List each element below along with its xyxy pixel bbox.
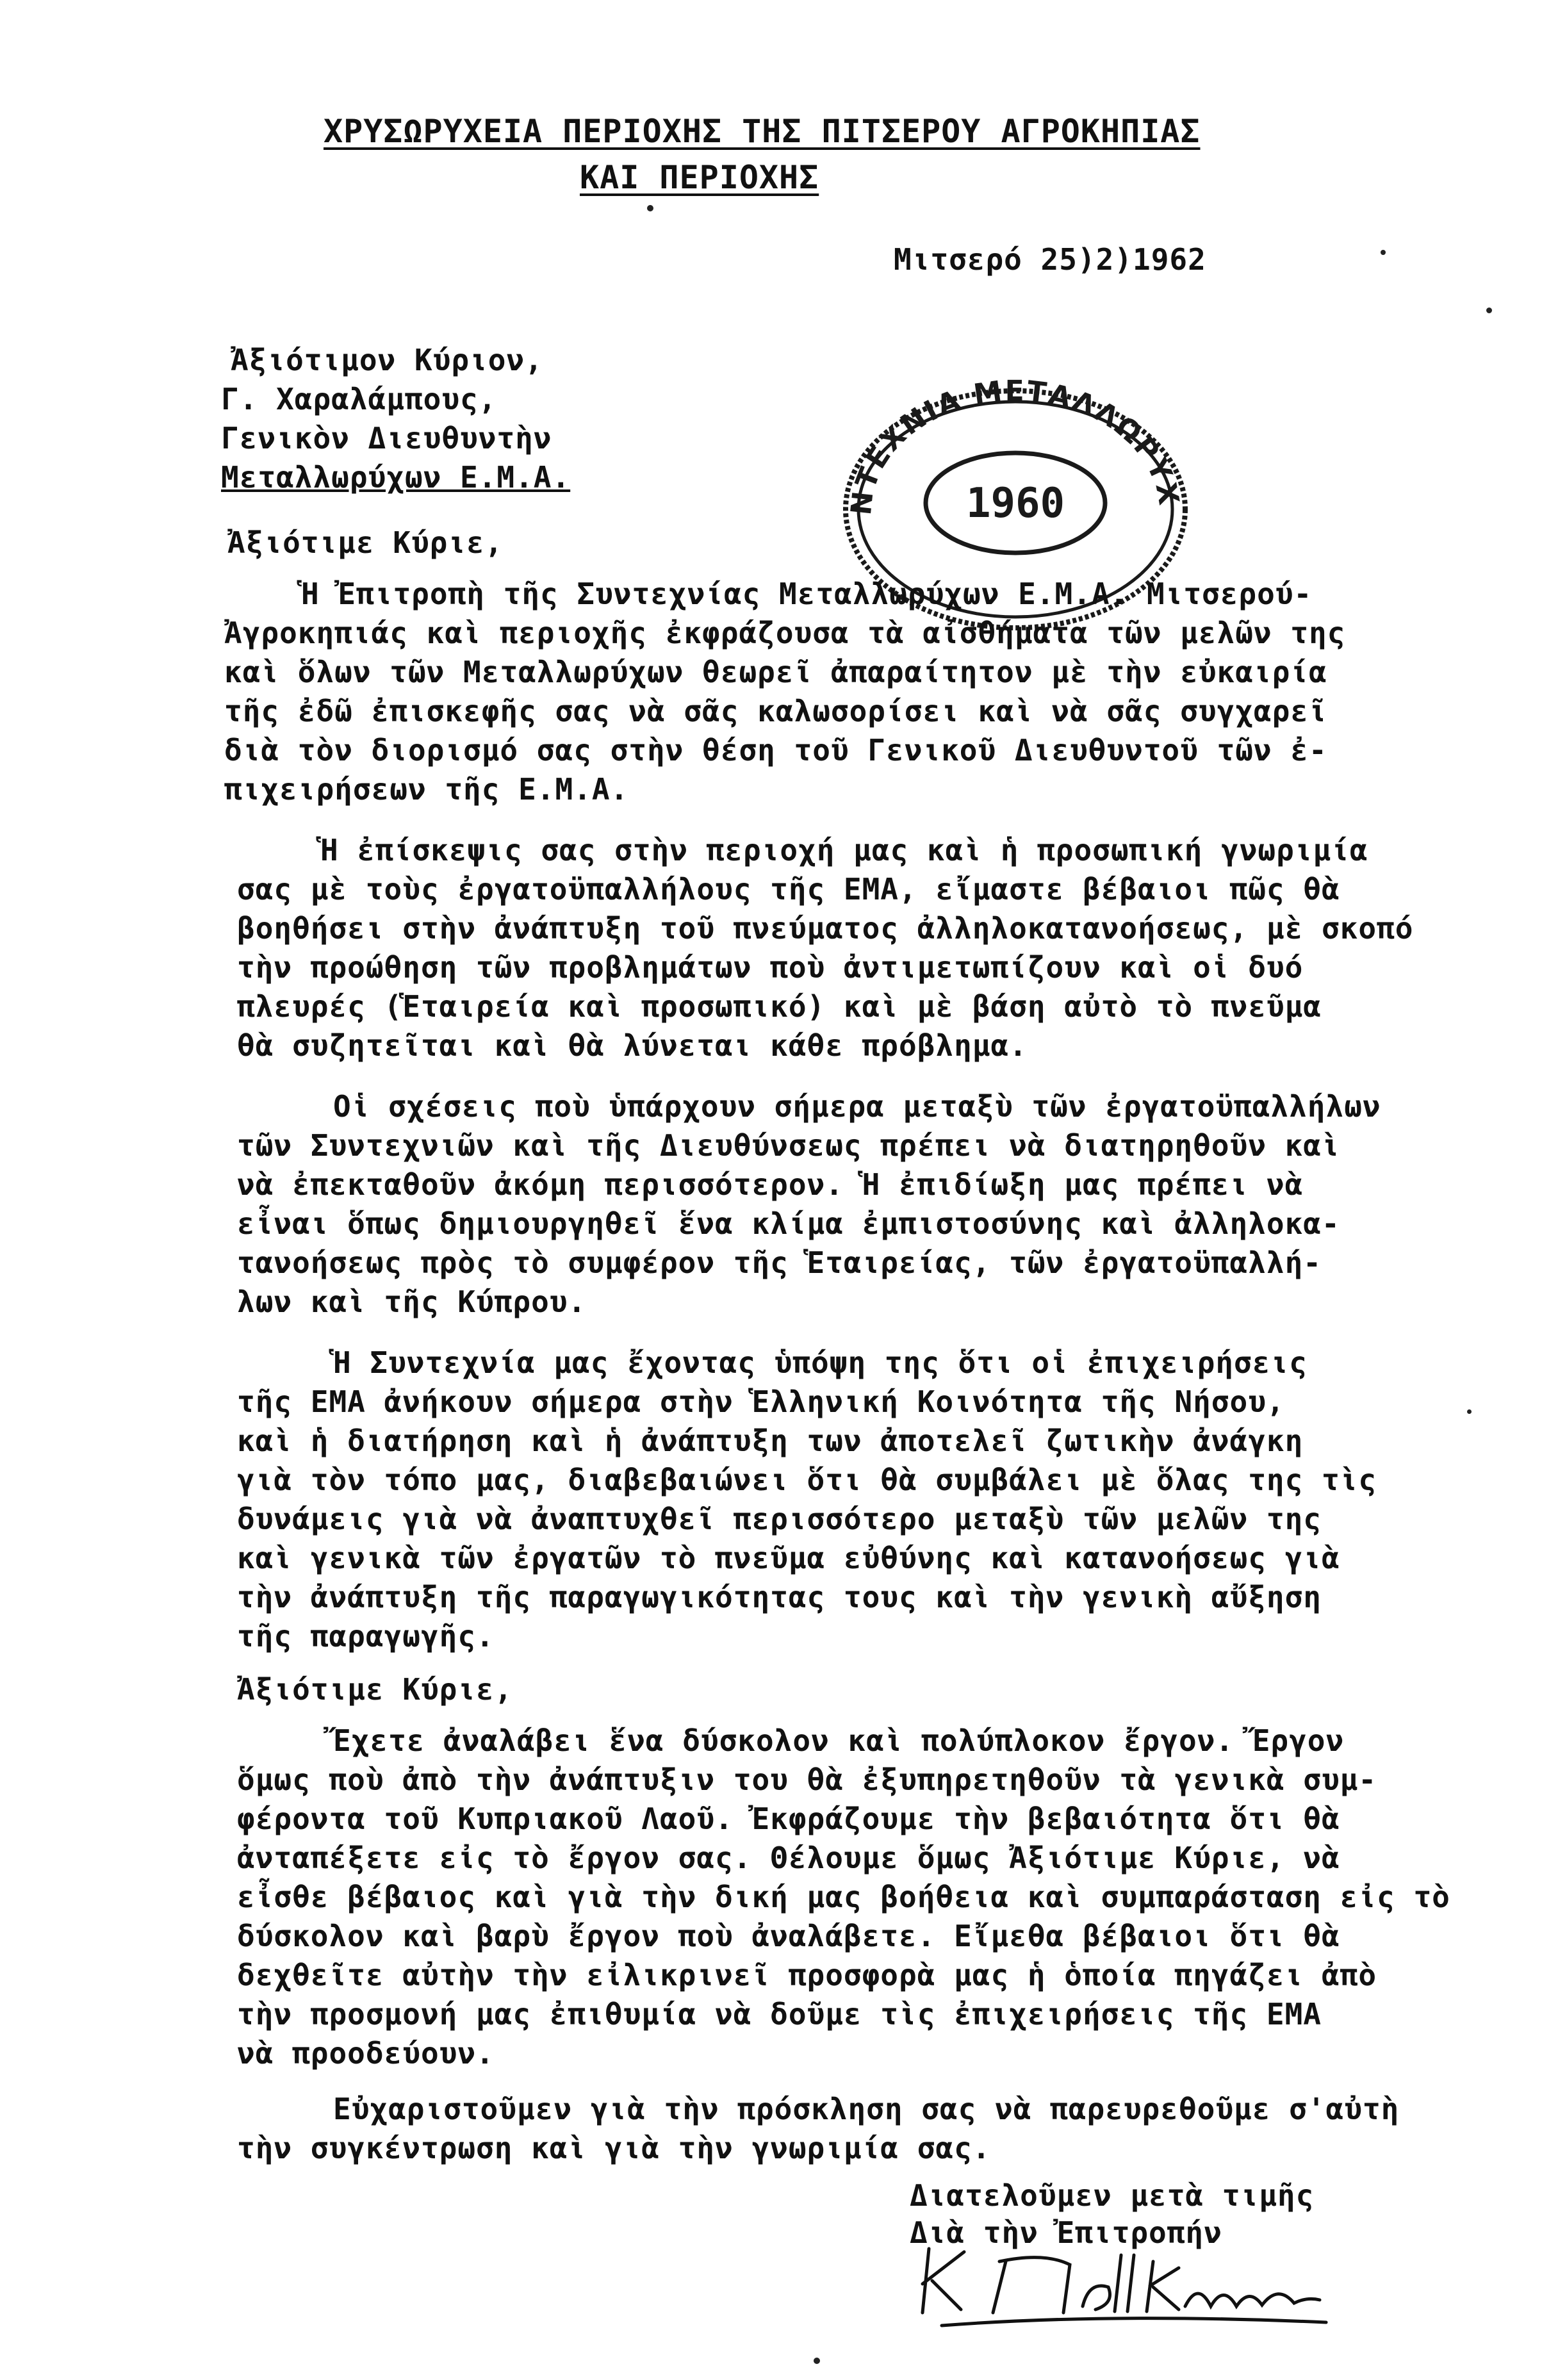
body-line: Οἱ σχέσεις ποὺ ὑπάρχουν σήμερα μεταξὺ τῶν ἐργατοϋπαλλήλων bbox=[333, 1089, 1381, 1124]
body-line: δυνάμεις γιὰ νὰ ἀναπτυχθεῖ περισσότερο μεταξὺ τῶν μελῶν της bbox=[237, 1502, 1322, 1536]
body-line: ἀνταπέξετε εἰς τὸ ἔργον σας. Θέλουμε ὅμως Ἀξιότιμε Κύριε, νὰ bbox=[237, 1841, 1340, 1875]
body-line: θὰ συζητεῖται καὶ θὰ λύνεται κάθε πρόβλημα. bbox=[237, 1028, 1028, 1063]
body-line: τὴν συγκέντρωση καὶ γιὰ τὴν γνωριμία σας. bbox=[237, 2131, 991, 2165]
body-line: σας μὲ τοὺς ἐργατοϋπαλλήλους τῆς ΕΜΑ, εἴμαστε βέβαιοι πῶς θὰ bbox=[237, 872, 1340, 907]
addressee-line-4: Μεταλλωρύχων Ε.Μ.Α. bbox=[221, 460, 571, 495]
body-line: Ἔχετε ἀναλάβει ἕνα δύσκολον καὶ πολύπλοκον ἔργον. Ἔργον bbox=[333, 1723, 1345, 1758]
body-line: εἶναι ὅπως δημιουργηθεῖ ἕνα κλίμα ἐμπιστοσύνης καὶ ἀλληλοκα- bbox=[237, 1206, 1340, 1241]
salutation-1: Ἀξιότιμε Κύριε, bbox=[227, 525, 504, 560]
handwritten-signature bbox=[903, 2236, 1352, 2351]
body-line: νὰ προοδεύουν. bbox=[237, 2036, 495, 2071]
body-line: τῆς παραγωγῆς. bbox=[237, 1619, 495, 1654]
body-line: τανοήσεως πρὸς τὸ συμφέρον τῆς Ἑταιρείας, τῶν ἐργατοϋπαλλή- bbox=[237, 1245, 1322, 1280]
closing-line-2: Διὰ τὴν Ἐπιτροπήν bbox=[910, 2215, 1222, 2250]
body-line: λων καὶ τῆς Κύπρου. bbox=[237, 1284, 587, 1319]
body-line: καὶ γενικὰ τῶν ἐργατῶν τὸ πνεῦμα εὐθύνης καὶ κατανοήσεως γιὰ bbox=[237, 1541, 1340, 1575]
body-line: εἶσθε βέβαιος καὶ γιὰ τὴν δική μας βοήθεια καὶ συμπαράσταση εἰς τὸ bbox=[237, 1880, 1450, 1914]
body-line: νὰ ἐπεκταθοῦν ἀκόμη περισσότερον. Ἡ ἐπιδίωξη μας πρέπει νὰ bbox=[237, 1167, 1304, 1202]
body-line: φέροντα τοῦ Κυπριακοῦ Λαοῦ. Ἐκφράζουμε τὴν βεβαιότητα ὅτι θὰ bbox=[237, 1801, 1340, 1836]
letter-date: Μιτσερό 25)2)1962 bbox=[894, 242, 1206, 277]
scan-speck bbox=[647, 205, 653, 211]
stamp-year: 1960 bbox=[965, 480, 1065, 527]
body-line: Ἡ ἐπίσκεψις σας στὴν περιοχή μας καὶ ἡ προσωπική γνωριμία bbox=[320, 833, 1368, 867]
scan-speck bbox=[814, 2358, 820, 2364]
stamp-arc-text: ΝΤΕΧΝΙΑ ΜΕΤΑΛΛΩΡΥΧ bbox=[844, 375, 1186, 517]
addressee-line-1: Ἀξιότιμον Κύριον, bbox=[231, 343, 543, 377]
body-line: δεχθεῖτε αὐτὴν τὴν εἰλικρινεῖ προσφορὰ μας ἡ ὁποία πηγάζει ἀπὸ bbox=[237, 1958, 1377, 1992]
body-line: τῶν Συντεχνιῶν καὶ τῆς Διευθύνσεως πρέπει νὰ διατηρηθοῦν καὶ bbox=[237, 1128, 1340, 1163]
body-line: ὅμως ποὺ ἀπὸ τὴν ἀνάπτυξιν του θὰ ἐξυπηρετηθοῦν τὰ γενικὰ συμ- bbox=[237, 1762, 1377, 1797]
body-line: Ἡ Ἐπιτροπὴ τῆς Συντεχνίας Μεταλλωρύχων Ε.Μ.Α. Μιτσερού- bbox=[301, 577, 1313, 611]
body-line: πλευρές (Ἑταιρεία καὶ προσωπικό) καὶ μὲ βάση αὐτὸ τὸ πνεῦμα bbox=[237, 989, 1322, 1024]
body-line: πιχειρήσεων τῆς Ε.Μ.Α. bbox=[224, 772, 629, 807]
body-line: τὴν ἀνάπτυξη τῆς παραγωγικότητας τους καὶ τὴν γενικὴ αὔξηση bbox=[237, 1580, 1322, 1614]
salutation-2: Ἀξιότιμε Κύριε, bbox=[237, 1672, 513, 1707]
body-line: τὴν προώθηση τῶν προβλημάτων ποὺ ἀντιμετωπίζουν καὶ οἱ δυό bbox=[237, 950, 1304, 985]
scan-speck bbox=[1486, 308, 1492, 313]
body-line: καὶ ὅλων τῶν Μεταλλωρύχων θεωρεῖ ἀπαραίτητον μὲ τὴν εὐκαιρία bbox=[224, 655, 1327, 689]
body-line: τὴν προσμονή μας ἐπιθυμία νὰ δοῦμε τὶς ἐπιχειρήσεις τῆς ΕΜΑ bbox=[237, 1997, 1322, 2031]
addressee-line-3: Γενικὸν Διευθυντὴν bbox=[221, 421, 552, 455]
body-line: βοηθήσει στὴν ἀνάπτυξη τοῦ πνεύματος ἀλληλοκατανοήσεως, μὲ σκοπό bbox=[237, 911, 1414, 946]
body-line: δύσκολον καὶ βαρὺ ἔργον ποὺ ἀναλάβετε. Εἴμεθα βέβαιοι ὅτι θὰ bbox=[237, 1919, 1340, 1953]
signature-graphic bbox=[903, 2236, 1352, 2351]
body-line: Ἡ Συντεχνία μας ἔχοντας ὑπόψη της ὅτι οἱ ἐπιχειρήσεις bbox=[333, 1345, 1308, 1380]
closing-line-1: Διατελοῦμεν μετὰ τιμῆς bbox=[910, 2178, 1315, 2213]
addressee-line-2: Γ. Χαραλάμπους, bbox=[221, 382, 497, 416]
body-line: Ἀγροκηπιάς καὶ περιοχῆς ἐκφράζουσα τὰ αἰσθήματα τῶν μελῶν της bbox=[224, 616, 1346, 650]
letterhead-line-1: ΧΡΥΣΩΡΥΧΕΙΑ ΠΕΡΙΟΧΗΣ ΤΗΣ ΠΙΤΣΕΡΟΥ ΑΓΡΟΚΗΠΙΑΣ bbox=[324, 113, 1201, 150]
scan-speck bbox=[1467, 1409, 1472, 1414]
scan-speck bbox=[1381, 250, 1386, 255]
letterhead-line-2: ΚΑΙ ΠΕΡΙΟΧΗΣ bbox=[580, 159, 819, 196]
body-line: Εὐχαριστοῦμεν γιὰ τὴν πρόσκληση σας νὰ παρευρεθοῦμε σ'αὐτὴ bbox=[333, 2092, 1400, 2126]
body-line: καὶ ἡ διατήρηση καὶ ἡ ἀνάπτυξη των ἀποτελεῖ ζωτικὴν ἀνάγκη bbox=[237, 1424, 1304, 1458]
body-line: τῆς ΕΜΑ ἀνήκουν σήμερα στὴν Ἑλληνική Κοινότητα τῆς Νήσου, bbox=[237, 1384, 1285, 1419]
body-line: γιὰ τὸν τόπο μας, διαβεβαιώνει ὅτι θὰ συμβάλει μὲ ὅλας της τὶς bbox=[237, 1463, 1377, 1497]
body-line: τῆς ἐδῶ ἐπισκεφῆς σας νὰ σᾶς καλωσορίσει καὶ νὰ σᾶς συγχαρεῖ bbox=[224, 694, 1327, 728]
body-line: διὰ τὸν διορισμό σας στὴν θέση τοῦ Γενικοῦ Διευθυντοῦ τῶν ἐ- bbox=[224, 733, 1327, 767]
